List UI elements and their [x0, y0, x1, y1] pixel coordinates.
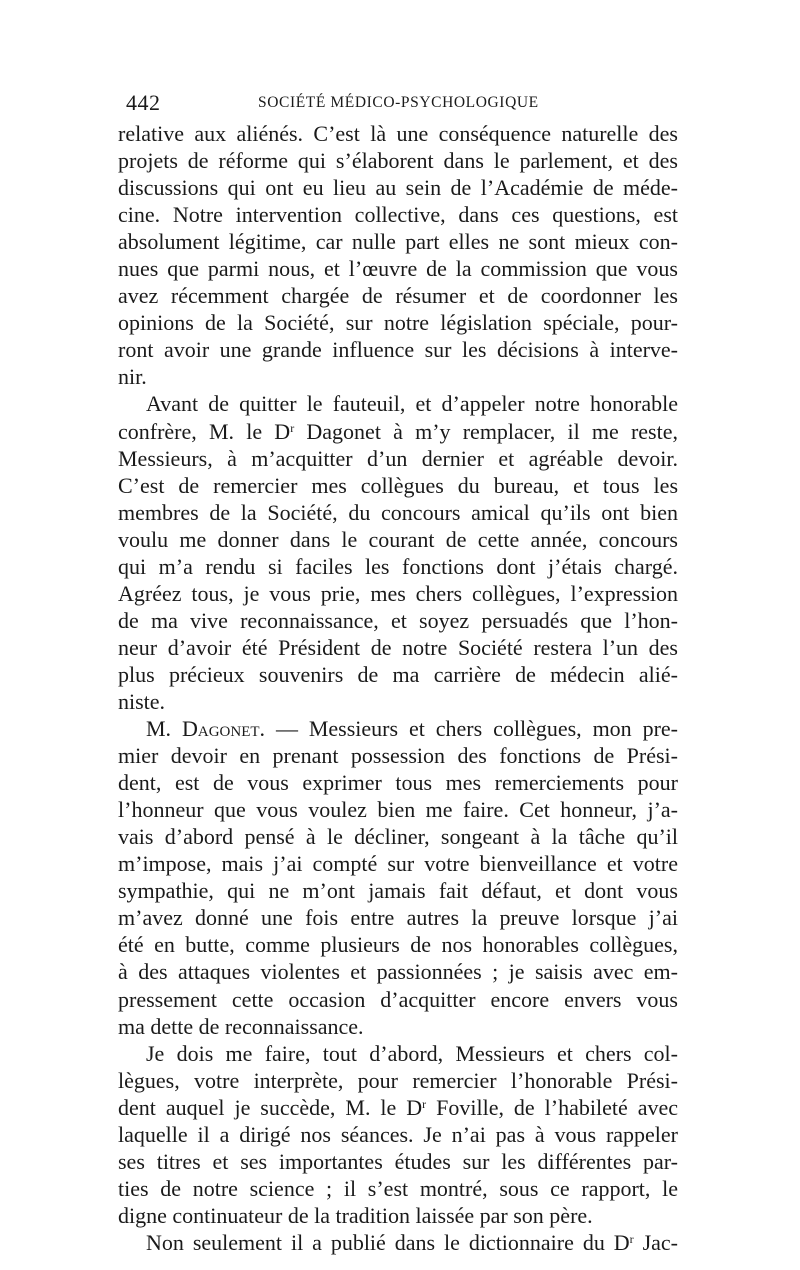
text-line: Agréez tous, je vous prie, mes chers collègues, l’expression — [118, 580, 678, 606]
text-line: digne continuateur de la tradition laissée par son père. — [118, 1202, 593, 1228]
text-line: Messieurs, à m’acquitter d’un dernier et agréable devoir. — [118, 445, 678, 471]
text-line: C’est de remercier mes collègues du bureau, et tous les — [118, 472, 678, 498]
text-line: discussions qui ont eu lieu au sein de l’Académie de méde- — [118, 175, 678, 201]
text-line: ront avoir une grande influence sur les décisions à interve- — [118, 337, 678, 363]
text-line: nir. — [118, 364, 147, 390]
page-number: 442 — [126, 90, 161, 115]
text-line: dent, est de vous exprimer tous mes remerciements pour — [118, 770, 678, 796]
text-line: nues que parmi nous, et l’œuvre de la commission que vous — [118, 256, 678, 282]
text-line: de ma vive reconnaissance, et soyez persuadés que l’hon- — [118, 607, 678, 633]
text-line: ties de notre science ; il s’est montré, sous ce rapport, le — [118, 1175, 678, 1201]
paragraph-1 — [118, 120, 678, 390]
text-line: Non seulement il a publié dans le dictionnaire du $D^r$ Jac- — [146, 1229, 679, 1255]
speaker-name: Dagonet. — [181, 716, 266, 742]
text-line: ses titres et ses importantes études sur les différentes par- — [118, 1148, 678, 1174]
book-page — [118, 86, 678, 1256]
text-line: avez récemment chargée de résumer et de coordonner les — [118, 283, 678, 309]
text-line: vais d’abord pensé à le décliner, songeant à la tâche qu’il — [118, 824, 678, 850]
text-line: absolument légitime, car nulle part elles ne sont mieux con- — [118, 229, 678, 255]
body-text — [118, 120, 678, 1256]
text-line: M. Dagonet. — Messieurs et chers collègues, mon pre- — [146, 716, 679, 742]
text-line: à des attaques violentes et passionnées ; je saisis avec em- — [118, 959, 678, 985]
text-line: ma dette de reconnaissance. — [118, 1013, 364, 1039]
text-line: confrère, M. le $D^r$ Dagonet à m’y remplacer, il me reste, — [118, 418, 678, 444]
paragraph-4 — [118, 1040, 678, 1256]
text-line: pressement cette occasion d’acquitter encore envers vous — [118, 986, 678, 1012]
text-line: projets de réforme qui s’élaborent dans le parlement, et des — [118, 148, 678, 174]
text-line: voulu me donner dans le courant de cette année, concours — [118, 526, 678, 552]
text-line: dent auquel je succède, M. le $D^r$ Foville, de l’habileté avec — [118, 1094, 678, 1120]
text-line: Je dois me faire, tout d’abord, Messieurs et chers col- — [146, 1040, 678, 1066]
text-line: neur d’avoir été Président de notre Société restera l’un des — [118, 634, 678, 660]
text-line: m’avez donné une fois entre autres la preuve lorsque j’ai — [118, 905, 678, 931]
text-line: été en butte, comme plusieurs de nos honorables collègues, — [118, 932, 678, 958]
text-line: laquelle il a dirigé nos séances. Je n’ai pas à vous rappeler — [118, 1121, 678, 1147]
text-line: relative aux aliénés. C’est là une conséquence naturelle des — [118, 121, 678, 146]
text-line: Avant de quitter le fauteuil, et d’appeler notre honorable — [146, 391, 678, 417]
paragraph-3 — [118, 715, 678, 1040]
text-line: cine. Notre intervention collective, dans ces questions, est — [118, 202, 678, 228]
running-title: SOCIÉTÉ MÉDICO-PSYCHOLOGIQUE — [258, 94, 539, 111]
text-line: l’honneur que vous voulez bien me faire. Cet honneur, j’a- — [118, 797, 678, 823]
text-line: niste. — [118, 688, 166, 714]
text-line: sympathie, qui ne m’ont jamais fait défaut, et dont vous — [118, 878, 678, 904]
page-header — [118, 86, 678, 120]
text-line: qui m’a rendu si faciles les fonctions dont j’étais chargé. — [118, 553, 678, 579]
text-line: m’impose, mais j’ai compté sur votre bienveillance et votre — [118, 851, 678, 877]
text-line: plus précieux souvenirs de ma carrière de médecin alié- — [118, 661, 678, 687]
paragraph-2 — [118, 390, 678, 715]
text-line: membres de la Société, du concours amical qu’ils ont bien — [118, 499, 678, 525]
text-line: mier devoir en prenant possession des fonctions de Prési- — [118, 743, 678, 769]
text-line: lègues, votre interprète, pour remercier l’honorable Prési- — [118, 1067, 678, 1093]
text-line: opinions de la Société, sur notre législation spéciale, pour- — [118, 310, 678, 336]
